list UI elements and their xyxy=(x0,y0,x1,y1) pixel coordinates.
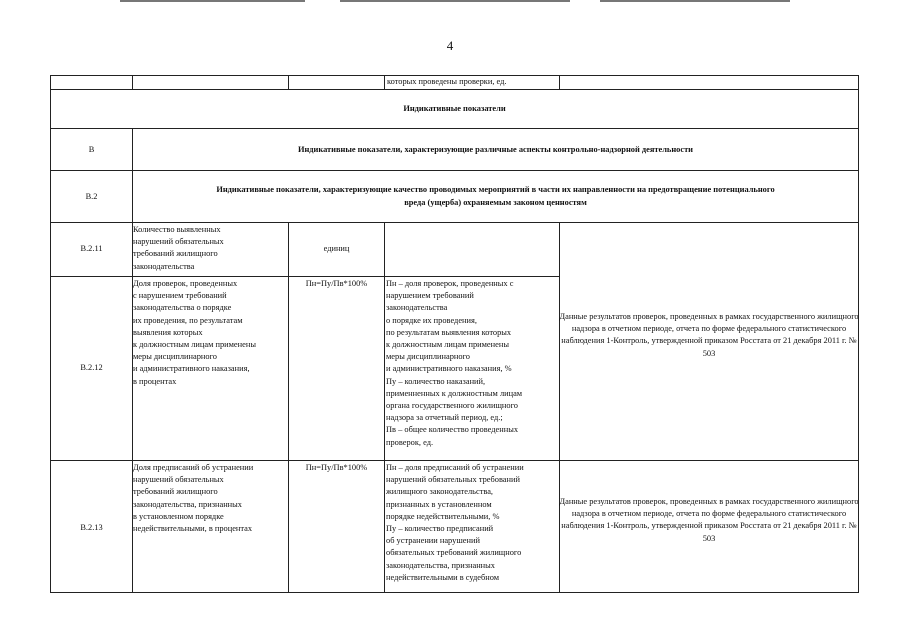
row-b213-formula: Пн=Пу/Пв*100% xyxy=(305,463,368,472)
row-b212-code: В.2.12 xyxy=(80,363,103,372)
row-b211-formula: единиц xyxy=(323,244,350,253)
row-b213-name: Доля предписаний об устранении нарушений обязательных требований жилищного законодательства, признанных в установленном порядке недействительными, в процентах xyxy=(133,463,254,534)
scan-top-edge xyxy=(0,0,905,2)
row0-col3 xyxy=(288,75,385,90)
row-b213-formula-cell xyxy=(288,460,385,593)
row-b2-code: В.2 xyxy=(85,192,98,201)
row-b212-source: Данные результатов проверок, проведенных в рамках государственного жилищного надзора в отчетном периоде, отчета по форме федерального статистического наблюдения 1-Контроль, утвержденной приказом Росстата от 21 декабря 2011 г. № 503 xyxy=(559,312,859,358)
row-b212-definition: Пн – доля проверок, проведенных с нарушением требований законодательства о порядке их проведения, по результатам выявления которых к должностным лицам применены меры дисциплинарного и административного наказания, % Пу – количество наказаний, применненных к должностным лицам органа государственного жилищного надзора за отчетный период, ед.; Пв – общее количество проведенных проверок, ед. xyxy=(386,279,523,447)
row-b2-title-line1: Индикативные показатели, характеризующие качество проводимых мероприятий в части их направленности на предотвращение потенциального xyxy=(216,185,775,194)
row-b211-code: В.2.11 xyxy=(80,244,103,253)
row-b213-definition: Пн – доля предписаний об устранении нарушений обязательных требований жилищного законодательства, признанных в установленном порядке недействительными, % Пу – количество предписаний об устранении нарушений обязательных требований жилищного законодательства, признанных недействительными в судебном xyxy=(386,463,524,582)
page-number: 4 xyxy=(446,38,454,53)
row-b-code: В xyxy=(88,145,95,154)
section-title: Индикативные показатели xyxy=(403,104,506,113)
row-b211-name: Количество выявленных нарушений обязательных требований жилищного законодательства xyxy=(133,225,224,271)
row-b2-title-line2: вреда (ущерба) охраняемым законом ценностям xyxy=(404,198,587,207)
row-b211-definition-cell xyxy=(384,222,560,277)
row-b212-name: Доля проверок, проведенных с нарушением требований законодательства о порядке их проведения, по результатам выявления которых к должностным лицам применены меры дисциплинарного и административного наказания, в процентах xyxy=(133,279,256,386)
row0-definition-text: которых проведены проверки, ед. xyxy=(387,77,507,86)
row-b-title: Индикативные показатели, характеризующие различные аспекты контрольно-надзорной деятельности xyxy=(297,145,694,154)
row-b213-source: Данные результатов проверок, проведенных в рамках государственного жилищного надзора в отчетном периоде, отчета по форме федерального статистического наблюдения 1-Контроль, утвержденной приказом Росстата от 21 декабря 2011 г. № 503 xyxy=(559,497,859,543)
row0-col5 xyxy=(559,75,859,90)
row0-col2 xyxy=(132,75,289,90)
row-b213-code: В.2.13 xyxy=(80,523,103,532)
row0-col1 xyxy=(50,75,133,90)
row-b212-formula-cell xyxy=(288,276,385,461)
row-b212-formula: Пн=Пу/Пв*100% xyxy=(305,279,368,288)
